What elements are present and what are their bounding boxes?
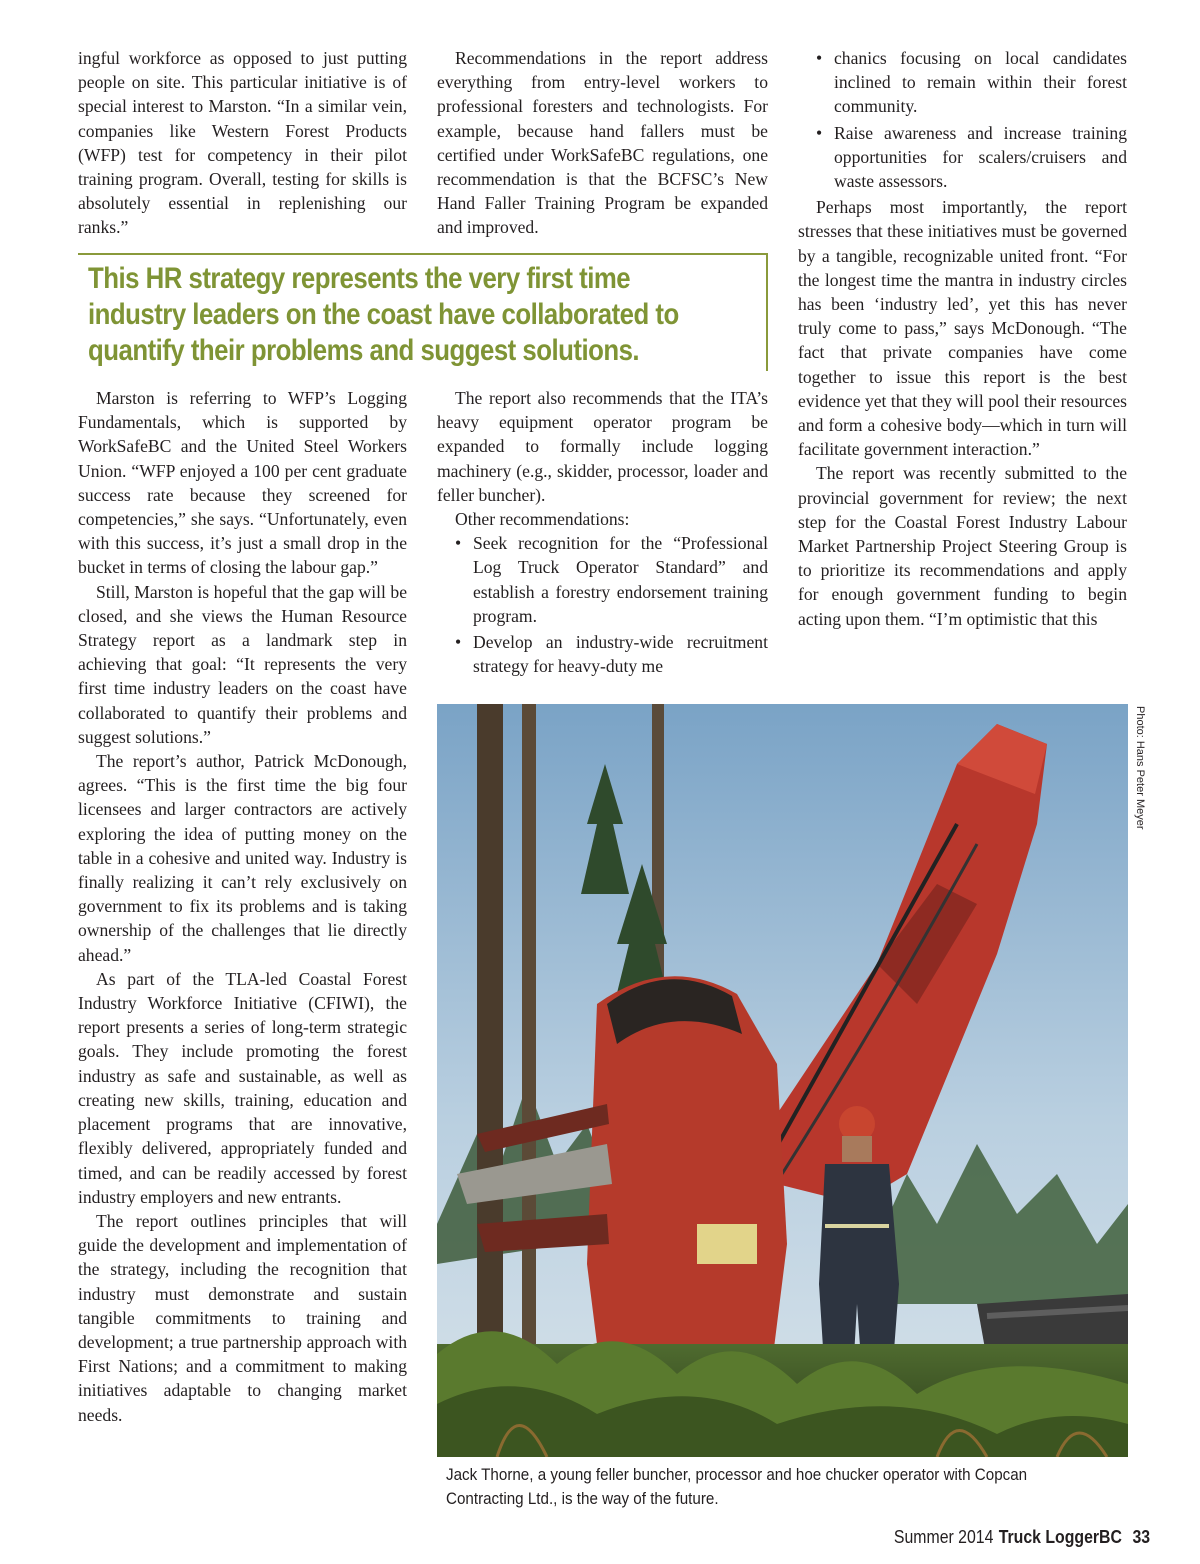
issue-date: Summer 2014 xyxy=(893,1527,994,1547)
article-column-2-top xyxy=(437,46,768,240)
paragraph: ingful workforce as opposed to just putting people on site. This particular initiative is of special interest to Marston. “In a similar vein, companies like Western Forest Products (WFP) test for competency in their pilot training program. Overall, testing for skills is absolutely essential in replenishing our ranks.” xyxy=(78,48,407,238)
paragraph: Other recommendations: xyxy=(455,509,630,530)
article-column-3 xyxy=(798,46,1127,631)
page-footer xyxy=(894,1527,1150,1548)
paragraph: Perhaps most importantly, the report stresses that these initiatives must be governed by a tangible, recognizable united front. “For the longest time the mantra in industry circles has been ‘industry led’, yet this has never truly come to pass,” says McDonough. “The fact that private companies have come together to issue this report is the best evidence yet that they will pool their resources and form a cohesive body—which in turn will facilitate government interaction.” xyxy=(798,197,1127,460)
paragraph: Still, Marston is hopeful that the gap will be closed, and she views the Human Resource Strategy report as a landmark step in achieving that goal: “It represents the very first time industry leaders on the coast have collaborated to quantify their problems and suggest solutions.” xyxy=(78,581,407,747)
photo-caption: Jack Thorne, a young feller buncher, processor and hoe chucker operator with Copcan Contracting Ltd., is the way of the future. xyxy=(446,1466,1028,1508)
paragraph: The report’s author, Patrick McDonough, agrees. “This is the first time the big four licensees and larger contractors are actively exploring the idea of putting money on the table in a cohesive and united way. Industry is finally realizing it can’t rely exclusively on government to fix its problems and is taking ownership of the challenges that lie directly ahead.” xyxy=(78,751,407,965)
pull-quote xyxy=(78,253,768,371)
bullet-list xyxy=(798,46,1127,193)
article-column-2-bottom xyxy=(437,386,768,680)
paragraph: The report outlines principles that will guide the development and implementation of the strategy, including the recognition that industry must demonstrate and sustain tangible commitments to training and development; a true partnership approach with First Nations; and a commitment to making initiatives adaptable to changing market needs. xyxy=(78,1210,407,1425)
article-column-1-top xyxy=(78,46,407,240)
paragraph: The report also recommends that the ITA’s heavy equipment operator program be expanded to formally include logging machinery (e.g., skidder, processor, loader and feller buncher). xyxy=(437,388,768,505)
bullet-list xyxy=(437,531,768,678)
photo-illustration xyxy=(437,704,1128,1457)
pull-quote-line: This HR strategy represents the very first time xyxy=(88,262,631,295)
pull-quote-text xyxy=(88,261,679,369)
paragraph: Recommendations in the report address everything from entry-level workers to professional foresters and technologists. For example, because hand fallers must be certified under WorkSafeBC regulations, one recommendation is that the BCFSC’s New Hand Faller Training Program be expanded and improved. xyxy=(437,48,768,238)
photo-credit: Photo: Hans Peter Meyer xyxy=(1134,706,1146,830)
paragraph: The report was recently submitted to the provincial government for review; the next step for the Coastal Forest Industry Labour Market Partnership Project Steering Group is to prioritize its recommendations and apply for enough government funding to begin acting upon them. “I’m optimistic that this xyxy=(798,463,1127,629)
list-item: • Develop an industry-wide recruitment strategy for heavy-duty me xyxy=(473,630,768,678)
article-column-1-bottom xyxy=(78,386,407,1427)
bullet-continuation: chanics focusing on local candidates inclined to remain within their forest community. xyxy=(834,48,1127,117)
paragraph: As part of the TLA-led Coastal Forest Industry Workforce Initiative (CFIWI), the report presents a series of long-term strategic goals. They include promoting the forest industry as safe and sustainable, as well as creating new skills, training, education and placement programs that are innovative, flexibly delivered, appropriately funded and timed, and can be readily accessed by forest industry employers and new entrants. xyxy=(78,968,407,1207)
list-item-continued xyxy=(834,46,1127,119)
list-item: • Seek recognition for the “Professional Log Truck Operator Standard” and establish a forestry endorsement training program. xyxy=(473,531,768,628)
pull-quote-line: industry leaders on the coast have collaborated to xyxy=(88,298,679,331)
magazine-name: Truck LoggerBC xyxy=(998,1527,1122,1547)
paragraph: Marston is referring to WFP’s Logging Fundamentals, which is supported by WorkSafeBC and the United Steel Workers Union. “WFP enjoyed a 100 per cent graduate success rate because they screened for competencies,” she says. “Unfortunately, even with this success, it’s just a small drop in the bucket in terms of closing the labour gap.” xyxy=(78,388,407,578)
page-number: 33 xyxy=(1132,1527,1150,1547)
article-photo xyxy=(437,704,1128,1457)
list-item: • Raise awareness and increase training opportunities for scalers/cruisers and waste assessors. xyxy=(834,121,1127,194)
pull-quote-line: quantify their problems and suggest solutions. xyxy=(88,334,640,367)
